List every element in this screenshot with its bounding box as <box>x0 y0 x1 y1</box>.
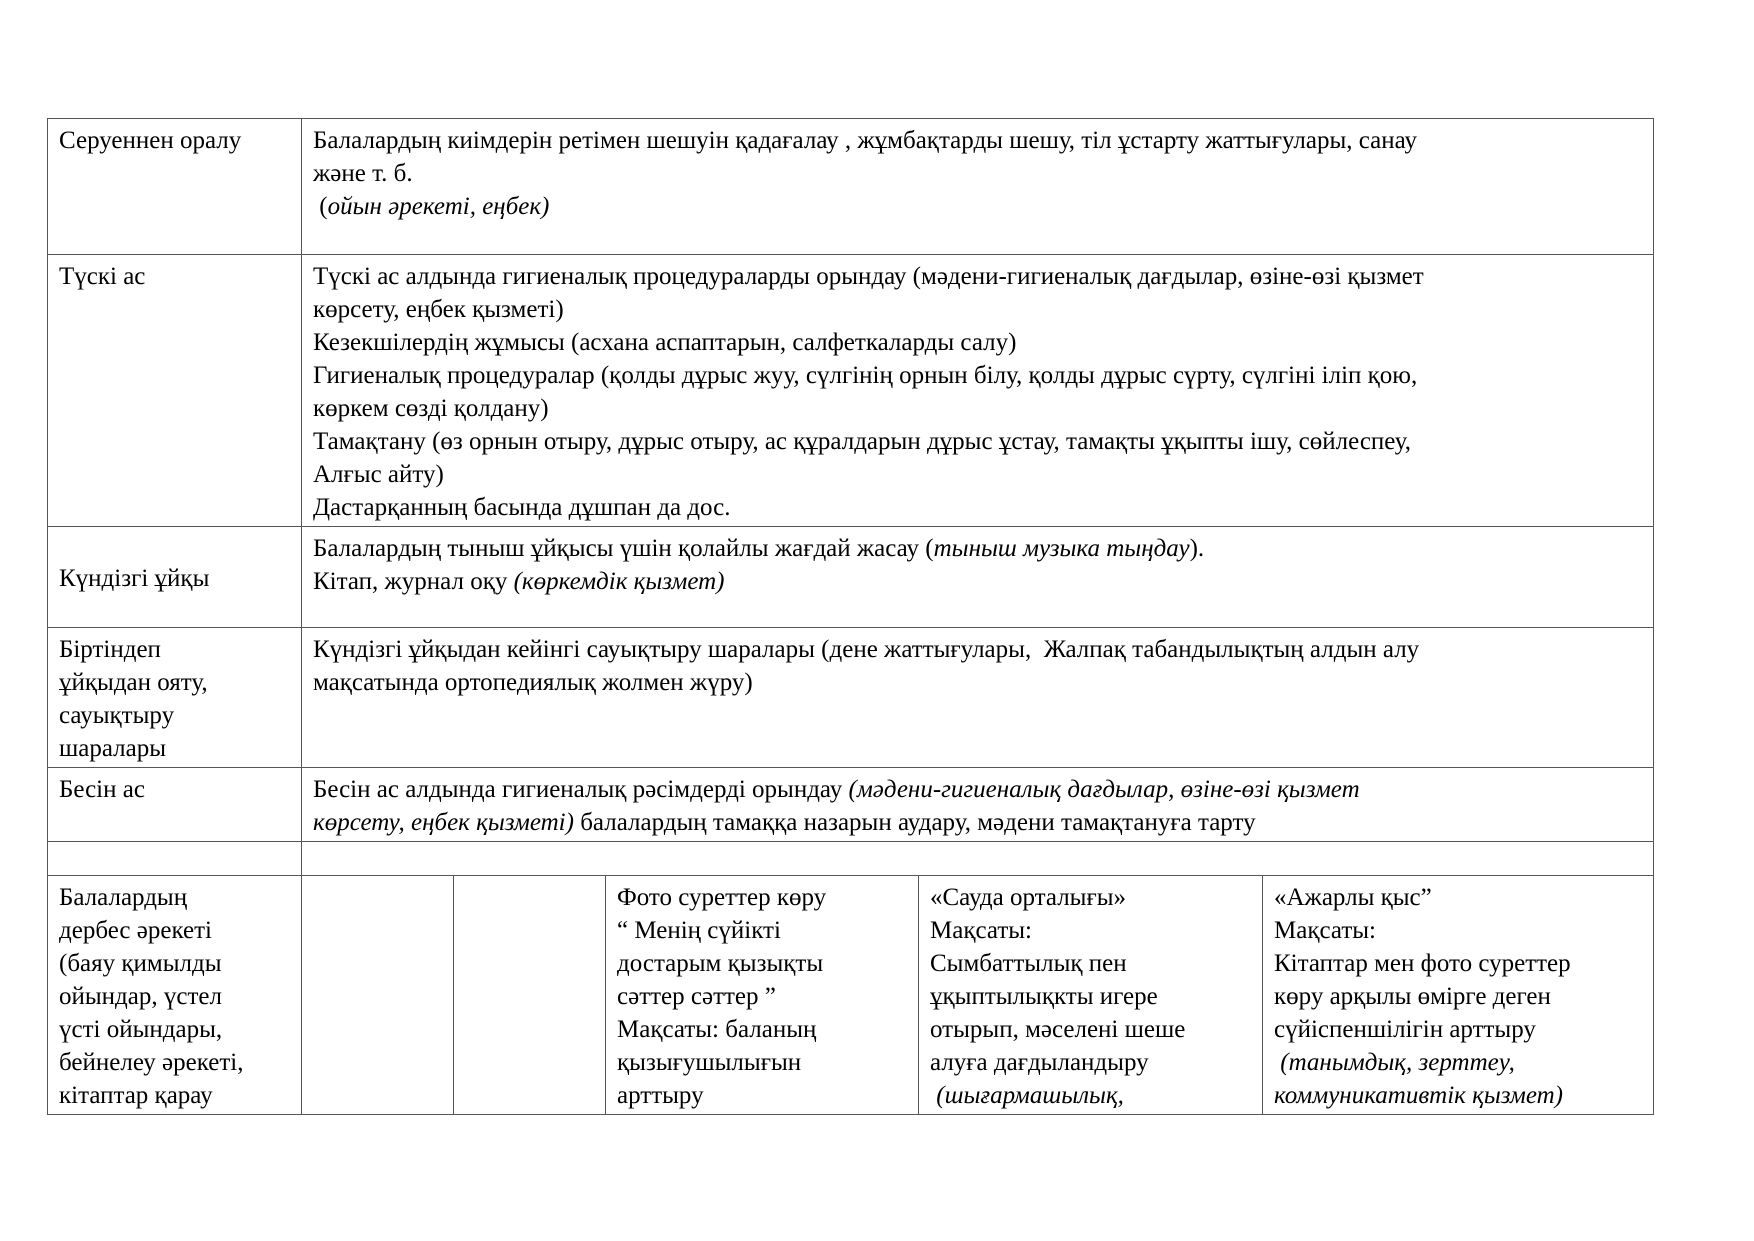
content-line <box>313 190 1643 223</box>
activity-note: (шығармашылық, <box>930 1082 1124 1109</box>
row-label-text: сауықтыру <box>59 702 175 729</box>
row-label-text: (баяу қимылды <box>59 950 222 977</box>
content-text: Кітап, журнал оқу <box>313 568 514 595</box>
content-line: Түскі ас алдында гигиеналық процедураларды орындау (мәдени-гигиеналық дағдылар, өзіне-өзі қызмет <box>313 263 1424 290</box>
activity-line: көру арқылы өмірге деген <box>1274 983 1551 1010</box>
activity-note: (көркемдік қызмет) <box>513 568 725 595</box>
content-line <box>313 532 1643 565</box>
row-label-text: Күндізгі ұйқы <box>59 565 210 592</box>
activity-line: “ Менің сүйікті <box>617 917 781 944</box>
content-line: Тамақтану (өз орнын отыру, дұрыс отыру, ас құралдарын дұрыс ұстау, тамақты ұқыпты ішу, сөйлеспеу, <box>313 428 1412 455</box>
activity-line: Мақсаты: <box>1274 917 1376 944</box>
activity-line: сүйіспеншілігін арттыру <box>1274 1016 1536 1043</box>
content-line: Кезекшілердің жұмысы (асхана аспаптарын, салфеткаларды салу) <box>313 329 1017 356</box>
row-label-independent-activity <box>48 876 302 1115</box>
row-content-wake-up <box>302 628 1654 768</box>
activity-line: достарым қызықты <box>617 950 824 977</box>
activity-line: арттыру <box>617 1082 704 1109</box>
daily-schedule-table <box>47 118 1654 1115</box>
content-line <box>313 565 1643 598</box>
content-line: Гигиеналық процедуралар (қолды дұрыс жуу, сүлгінің орнын білу, қолды дұрыс сүрту, сүлгіні іліп қою, <box>313 362 1418 389</box>
activity-note: (мәдени-гигиеналық дағдылар, өзіне-өзі қызмет <box>848 776 1360 803</box>
empty-day-cell <box>302 876 454 1115</box>
table-row-independent-activity <box>48 876 1654 1115</box>
row-label-text: Балалардың <box>59 884 188 911</box>
table-row-lunch <box>48 255 1654 527</box>
activity-line: Мақсаты: баланың <box>617 1016 817 1043</box>
row-label-text: ұйқыдан ояту, <box>59 669 208 696</box>
content-text: балалардың тамаққа назарын аудару, мәдени тамақтануға тарту <box>573 809 1256 836</box>
row-label-text: ойындар, үстел <box>59 983 222 1010</box>
row-label-text: Бесін ас <box>59 776 145 803</box>
row-label-text: шаралары <box>59 735 167 762</box>
row-label-text: кітаптар қарау <box>59 1082 213 1109</box>
activity-line: сәттер сәттер ” <box>617 983 776 1010</box>
content-line: Алғыс айту) <box>313 461 444 488</box>
content-line: көркем сөзді қолдану) <box>313 395 549 422</box>
table-row-return-walk <box>48 119 1654 255</box>
activity-cell-photo <box>606 876 919 1115</box>
activity-note: көрсету, еңбек қызметі) <box>313 809 574 836</box>
content-line: мақсатында ортопедиялық жолмен жүру) <box>313 669 753 696</box>
content-text: Балалардың тыныш ұйқысы үшін қолайлы жағдай жасау ( <box>313 535 934 562</box>
content-text: Бесін ас алдында гигиеналық рәсімдерді орындау <box>313 776 849 803</box>
row-label-return-walk <box>48 119 302 255</box>
table-row-empty <box>48 842 1654 876</box>
row-content-return-walk <box>302 119 1654 255</box>
activity-line: қызығушылығын <box>617 1049 802 1076</box>
row-content-afternoon-snack <box>302 768 1654 842</box>
content-line: және т. б. <box>313 160 413 187</box>
row-label-text: Біртіндеп <box>59 636 161 663</box>
content-line: Дастарқанның басында дұшпан да дос. <box>313 494 731 521</box>
paren-open: ( <box>313 193 328 220</box>
activity-cell-ajarly <box>1263 876 1654 1115</box>
activity-line: «Сауда орталығы» <box>930 884 1127 911</box>
content-text: ). <box>1189 535 1205 562</box>
content-line <box>313 773 1643 806</box>
activity-cell-mall <box>919 876 1263 1115</box>
activity-note: (танымдық, зерттеу, <box>1274 1049 1515 1076</box>
row-content-day-sleep <box>302 527 1654 628</box>
row-label-text: Серуеннен оралу <box>59 127 242 154</box>
activity-line: ұқыптылықкты игере <box>930 983 1158 1010</box>
activity-line: Мақсаты: <box>930 917 1032 944</box>
row-label-text: үсті ойындары, <box>59 1016 223 1043</box>
activity-line: Кітаптар мен фото суреттер <box>1274 950 1571 977</box>
row-label-day-sleep <box>48 527 302 628</box>
row-label-afternoon-snack <box>48 768 302 842</box>
content-line <box>313 806 1643 839</box>
activity-note: ойын әрекеті, еңбек) <box>327 193 550 220</box>
table-row-afternoon-snack <box>48 768 1654 842</box>
row-label-text: дербес әрекеті <box>59 917 212 944</box>
activity-line: «Ажарлы қыс” <box>1274 884 1432 911</box>
row-label-text: бейнелеу әрекеті, <box>59 1049 244 1076</box>
activity-note: тыныш музыка тыңдау <box>933 535 1190 562</box>
table-row-day-sleep <box>48 527 1654 628</box>
activity-line: Сымбаттылық пен <box>930 950 1127 977</box>
row-label-lunch <box>48 255 302 527</box>
activity-note: коммуникативтік қызмет) <box>1274 1082 1563 1109</box>
row-label-text: Түскі ас <box>59 263 146 290</box>
content-line: Балалардың киімдерін ретімен шешуін қадағалау , жұмбақтарды шешу, тіл ұстарту жаттығулары, санау <box>313 127 1417 154</box>
activity-line: алуға дағдыландыру <box>930 1049 1149 1076</box>
activity-line: отырып, мәселені шеше <box>930 1016 1186 1043</box>
row-label-wake-up <box>48 628 302 768</box>
table-row-wake-up <box>48 628 1654 768</box>
row-content-lunch <box>302 255 1654 527</box>
content-line: көрсету, еңбек қызметі) <box>313 296 564 323</box>
empty-cell <box>48 842 302 876</box>
empty-day-cell <box>454 876 606 1115</box>
content-line: Күндізгі ұйқыдан кейінгі сауықтыру шаралары (дене жаттығулары, Жалпақ табандылықтың алдын алу <box>313 636 1420 663</box>
empty-cell <box>302 842 1654 876</box>
activity-line: Фото суреттер көру <box>617 884 827 911</box>
